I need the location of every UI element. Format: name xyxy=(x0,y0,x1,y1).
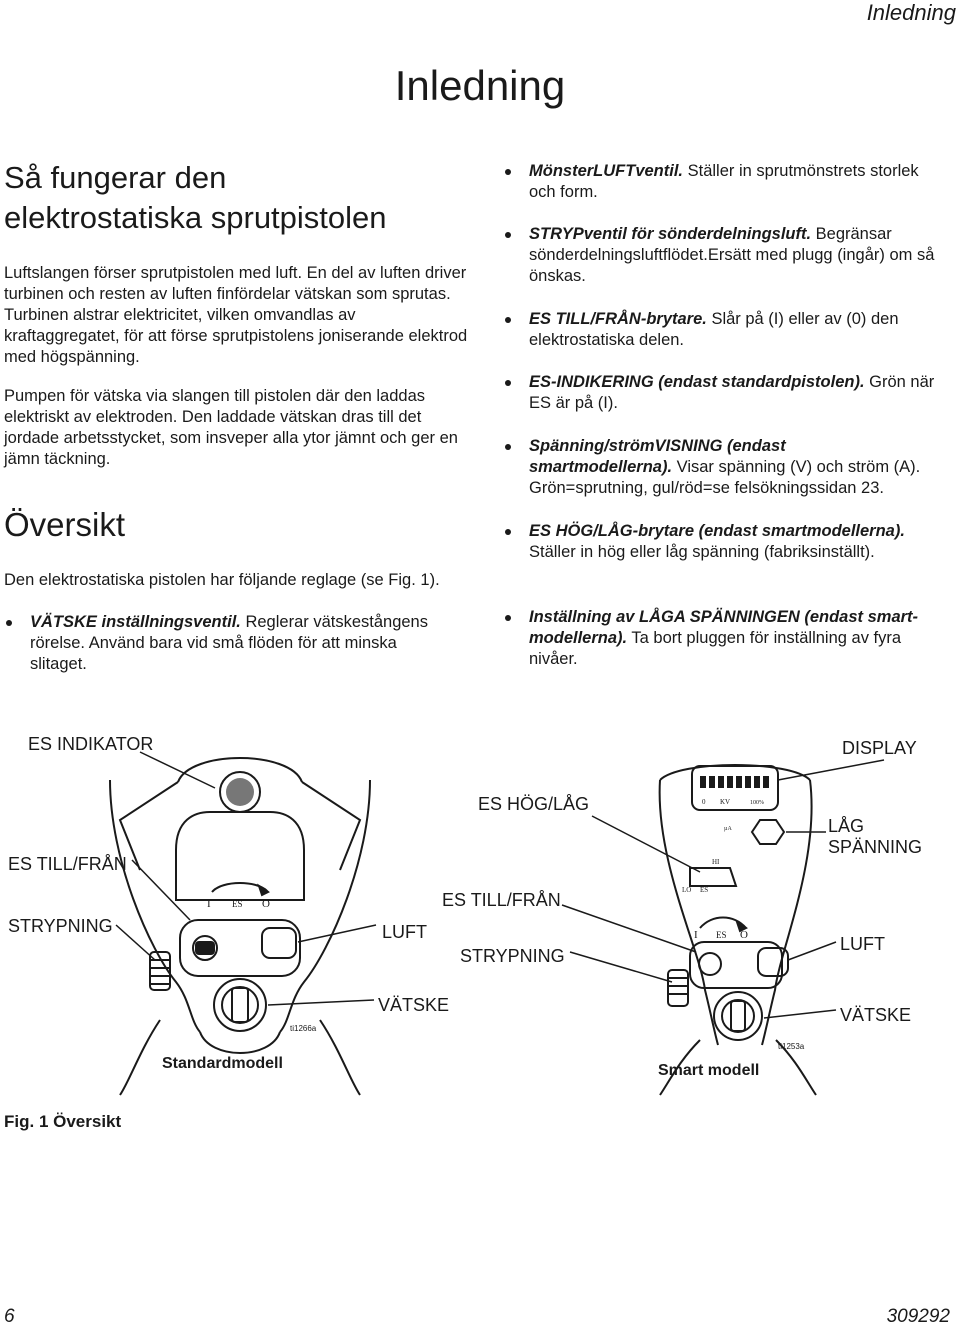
page-title-text: Inledning xyxy=(394,62,566,109)
smart-display-bars xyxy=(700,776,769,788)
standard-frame-left xyxy=(120,782,178,870)
bullet-term: ES-INDIKERING (endast standardpistolen). xyxy=(529,373,865,391)
display-bar xyxy=(709,776,715,788)
bullet-term: STRYPventil för sönderdelningsluft. xyxy=(529,225,812,243)
label-es-hog-lag: ES HÖG/LÅG xyxy=(478,794,590,814)
bullet-term: VÄTSKE inställningsventil. xyxy=(30,613,241,631)
label-luft-right: LUFT xyxy=(840,934,885,954)
bullet-text: Ställer in hög eller låg spänning (fabriksinställt). xyxy=(529,543,875,561)
standard-mark-on: I xyxy=(207,898,211,910)
standard-mark-off: O xyxy=(262,898,270,910)
smart-figure-id: ti1253a xyxy=(778,1042,805,1051)
bullet-item-es-till-fran xyxy=(529,309,949,351)
bullet-item-stryp xyxy=(529,224,949,287)
smart-fluid-knob-slot xyxy=(731,1001,745,1031)
bullet-text: Visar spänning (V) och ström (A). Grön=sprutning, gul/röd=se felsökningssidan 23. xyxy=(529,458,921,497)
label-strypning-left: STRYPNING xyxy=(8,916,113,936)
bullet-text: Reglerar vätskestångens rörelse. Använd bara vid små flöden för att minska slitaget. xyxy=(30,613,428,673)
standard-mark-es: ES xyxy=(232,899,243,909)
display-mark-unit: µA xyxy=(724,826,732,832)
display-bar xyxy=(727,776,733,788)
bullet-term: MönsterLUFTventil. xyxy=(529,162,684,180)
standard-figure-id: ti1266a xyxy=(290,1024,317,1033)
bullet-dot xyxy=(505,169,511,175)
leader-es-till-fran-left xyxy=(132,860,190,920)
figure-caption: Fig. 1 Översikt xyxy=(4,1112,122,1131)
label-es-till-fran-left: ES TILL/FRÅN xyxy=(8,854,127,874)
bullet-term: Inställning av LÅGA SPÄNNINGEN (endast smart-modellerna). xyxy=(529,608,919,647)
es-indicator-lamp xyxy=(226,778,254,806)
standard-frame-right xyxy=(302,782,360,870)
standard-fluid-knob-slot xyxy=(232,988,248,1022)
bullet-item-laga-spanning xyxy=(529,607,929,670)
smart-mark-on: I xyxy=(694,929,698,941)
standard-lower-body xyxy=(200,1032,280,1053)
page-title xyxy=(0,62,960,110)
bullet-item-hog-lag xyxy=(529,521,929,563)
intro-paragraph-1: Luftslangen förser sprutpistolen med luft. En del av luften driver turbinen och resten av luften finfördelar vätskan som sprutas. Turbinen alstrar elektricitet, vilken omvandlas av kraftaggregatet, för att förse sprutpistolens joniserande elektrod med högspänning. xyxy=(4,264,468,366)
section-heading-line2: elektrostatiska sprutpistolen xyxy=(4,200,387,235)
smart-hex-plug xyxy=(752,820,784,844)
bullet-text: Begränsar sönderdelningsluftflödet.Ersätt med plugg (ingår) om så önskas. xyxy=(529,225,935,285)
leader-luft-right xyxy=(788,942,836,960)
bullet-item-visning xyxy=(529,436,929,499)
display-bar xyxy=(754,776,760,788)
oversikt-intro: Den elektrostatiska pistolen har följande reglage (se Fig. 1). xyxy=(4,571,440,589)
smart-switch-knob xyxy=(699,953,721,975)
label-es-till-fran-right: ES TILL/FRÅN xyxy=(442,890,561,910)
standard-gun-drawing xyxy=(110,758,370,1095)
bullet-dot xyxy=(505,444,511,450)
smart-caption: Smart modell xyxy=(658,1062,760,1079)
bullet-dot xyxy=(505,615,511,621)
smart-mark-es-small: ES xyxy=(700,886,709,894)
smart-mark-off: O xyxy=(740,929,748,941)
running-header: Inledning xyxy=(866,0,956,25)
page-number: 6 xyxy=(4,1306,15,1327)
label-vatske-left: VÄTSKE xyxy=(378,995,450,1015)
display-bar xyxy=(763,776,769,788)
label-vatske-right: VÄTSKE xyxy=(840,1005,912,1025)
bullet-term: ES HÖG/LÅG-brytare (endast smartmodellerna). xyxy=(529,522,905,540)
standard-fluid-knob-inner xyxy=(222,987,258,1023)
bullet-dot xyxy=(505,232,511,238)
leader-vatske-left xyxy=(268,1000,374,1005)
smart-mark-lo: LO xyxy=(682,886,692,894)
intro-paragraph-2: Pumpen för vätska via slangen till pistolen där den laddas elektriskt av elektroden. Den laddade vätskan dras till det jordade arbetsstycket, som insveper alla ytor jämnt och ger en jämn täckning. xyxy=(4,387,458,468)
standard-handle-right xyxy=(320,1020,360,1095)
bullet-dot xyxy=(6,620,12,626)
leader-es-hog-lag xyxy=(592,816,700,872)
leader-display xyxy=(778,760,884,780)
display-mark-max: 100% xyxy=(750,800,764,806)
smart-throttle-knob xyxy=(668,970,688,1006)
standard-switch-lever xyxy=(196,942,214,954)
standard-caption: Standardmodell xyxy=(162,1055,283,1072)
leader-strypning-right xyxy=(570,952,672,982)
display-bar xyxy=(745,776,751,788)
leader-vatske-right xyxy=(764,1010,836,1018)
label-luft-left: LUFT xyxy=(382,922,427,942)
standard-inner-window xyxy=(176,812,304,900)
section-heading xyxy=(4,158,474,238)
bullet-dot xyxy=(505,317,511,323)
bullet-dot xyxy=(505,380,511,386)
oversikt-heading: Översikt xyxy=(4,506,126,543)
label-lag-line1: LÅG xyxy=(828,816,865,836)
bullet-term: Spänning/strömVISNING (endast smartmodellerna). xyxy=(529,437,786,476)
display-bar xyxy=(700,776,706,788)
bullet-text: Grön när ES är på (I). xyxy=(529,373,935,412)
display-bar xyxy=(718,776,724,788)
display-bar xyxy=(736,776,742,788)
leader-luft-left xyxy=(298,925,376,942)
label-lag-line2: SPÄNNING xyxy=(828,837,923,857)
bullet-item-monsterluft xyxy=(529,161,949,203)
bullet-term: ES TILL/FRÅN-brytare. xyxy=(529,310,707,328)
bullet-item-vatske xyxy=(30,612,430,675)
label-es-indikator: ES INDIKATOR xyxy=(28,734,154,754)
leader-strypning-left xyxy=(116,925,155,960)
standard-handle-left xyxy=(120,1020,160,1095)
bullet-text: Slår på (I) eller av (0) den elektrostatiska delen. xyxy=(529,310,899,349)
display-mark-zero: 0 xyxy=(702,798,706,806)
doc-number: 309292 xyxy=(886,1306,950,1327)
bullet-item-es-indikering xyxy=(529,372,949,414)
bullet-text: Ställer in sprutmönstrets storlek och form. xyxy=(529,162,919,201)
leader-es-till-fran-right xyxy=(562,905,696,952)
label-display: DISPLAY xyxy=(842,738,917,758)
bullet-dot xyxy=(505,529,511,535)
smart-mark-es: ES xyxy=(716,930,727,940)
smart-fluid-knob-inner xyxy=(722,1000,754,1032)
label-strypning-right: STRYPNING xyxy=(460,946,565,966)
bullet-text: Ta bort pluggen för inställning av fyra nivåer. xyxy=(529,629,902,668)
display-mark-kv: KV xyxy=(720,798,731,806)
standard-air-knob xyxy=(262,928,296,958)
smart-mark-hi: HI xyxy=(712,858,720,866)
section-heading-line1: Så fungerar den xyxy=(4,160,227,195)
